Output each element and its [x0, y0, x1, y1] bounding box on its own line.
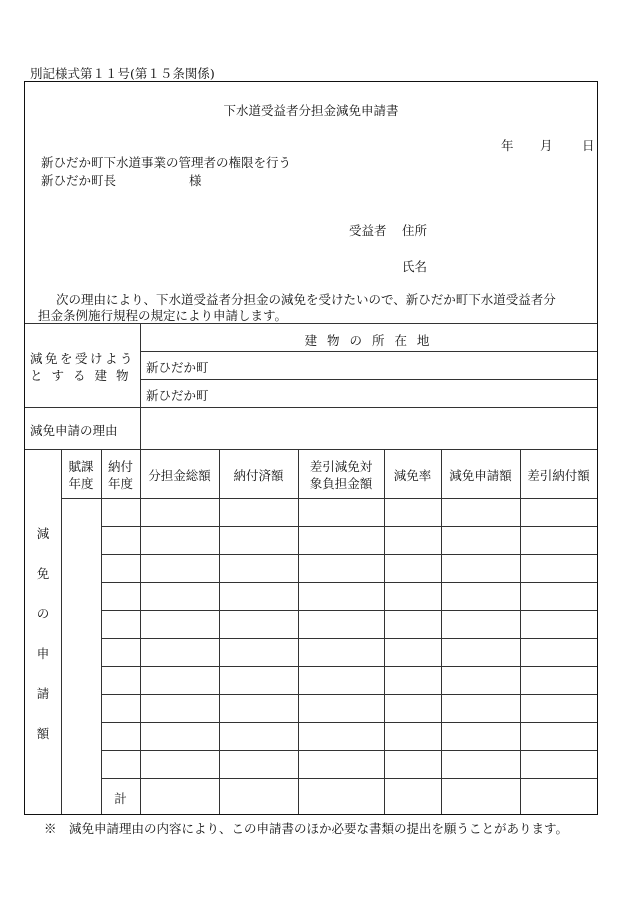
divider-line	[520, 449, 521, 814]
divider-line	[25, 407, 597, 408]
building-location-header: 建 物 の 所 在 地	[304, 333, 433, 348]
divider-line	[25, 449, 597, 450]
divider-line	[140, 407, 141, 449]
header-paid: 納付済額	[233, 468, 284, 483]
divider-line	[298, 449, 299, 814]
side-label-char: 申	[36, 646, 50, 661]
header-rate: 減免率	[393, 468, 432, 483]
divider-line	[61, 449, 62, 814]
divider-line	[140, 351, 597, 352]
header-fiscal-year-1: 賦課	[68, 459, 94, 474]
side-label-char: 額	[36, 726, 50, 741]
addressee-line2: 新ひだか町長	[41, 173, 117, 188]
footnote: ※ 減免申請理由の内容により、この申請書のほか必要な書類の提出を願うことがあります。	[44, 821, 569, 836]
divider-line	[101, 666, 597, 667]
date-year-label: 年	[501, 138, 514, 153]
form-title: 下水道受益者分担金減免申請書	[223, 103, 399, 118]
divider-line	[101, 750, 597, 751]
divider-line	[61, 498, 597, 499]
date-month-label: 月	[540, 138, 553, 153]
header-total: 分担金総額	[148, 468, 211, 483]
divider-line	[101, 582, 597, 583]
divider-line	[384, 449, 385, 814]
building-location-row-2: 新ひだか町	[146, 388, 209, 403]
statement-line2: 担金条例施行規程の規定により申請します。	[38, 308, 288, 323]
divider-line	[140, 449, 141, 814]
building-location-row-1: 新ひだか町	[146, 360, 209, 375]
header-net-payment: 差引納付額	[527, 468, 590, 483]
applicant-name-label: 氏名	[402, 259, 428, 274]
header-payment-year-2: 年度	[107, 476, 133, 491]
side-label-char: 請	[36, 686, 50, 701]
total-row-label: 計	[114, 791, 127, 806]
divider-line	[101, 694, 597, 695]
divider-line	[101, 449, 102, 814]
header-payment-year-1: 納付	[107, 459, 133, 474]
reason-label: 減免申請の理由	[30, 423, 118, 438]
side-label-char: 免	[36, 566, 50, 581]
header-requested: 減免申請額	[449, 468, 512, 483]
header-target-1: 差引減免対	[309, 459, 373, 474]
building-label-line1: 減免を受けよう	[30, 351, 136, 366]
application-form	[24, 81, 598, 815]
building-label-line2: とする建物	[30, 368, 138, 383]
statement-line1: 次の理由により、下水道受益者分担金の減免を受けたいので、新ひだか町下水道受益者分	[56, 292, 556, 307]
addressee-honorific: 様	[189, 173, 202, 188]
applicant-address-label: 住所	[402, 223, 428, 238]
divider-line	[101, 554, 597, 555]
divider-line	[140, 379, 597, 380]
addressee-line1: 新ひだか町下水道事業の管理者の権限を行う	[41, 155, 292, 170]
side-label-char: 減	[36, 526, 50, 541]
header-fiscal-year-2: 年度	[68, 476, 94, 491]
divider-line	[101, 638, 597, 639]
date-day-label: 日	[582, 138, 595, 153]
divider-line	[441, 449, 442, 814]
divider-line	[101, 722, 597, 723]
divider-line	[219, 449, 220, 814]
applicant-label: 受益者	[349, 223, 387, 238]
header-target-2: 象負担金額	[309, 476, 373, 491]
divider-line	[101, 526, 597, 527]
divider-line	[101, 778, 597, 779]
form-number: 別記様式第１１号(第１５条関係)	[30, 66, 215, 81]
side-label-char: の	[36, 606, 50, 621]
divider-line	[101, 610, 597, 611]
divider-line	[25, 323, 597, 324]
